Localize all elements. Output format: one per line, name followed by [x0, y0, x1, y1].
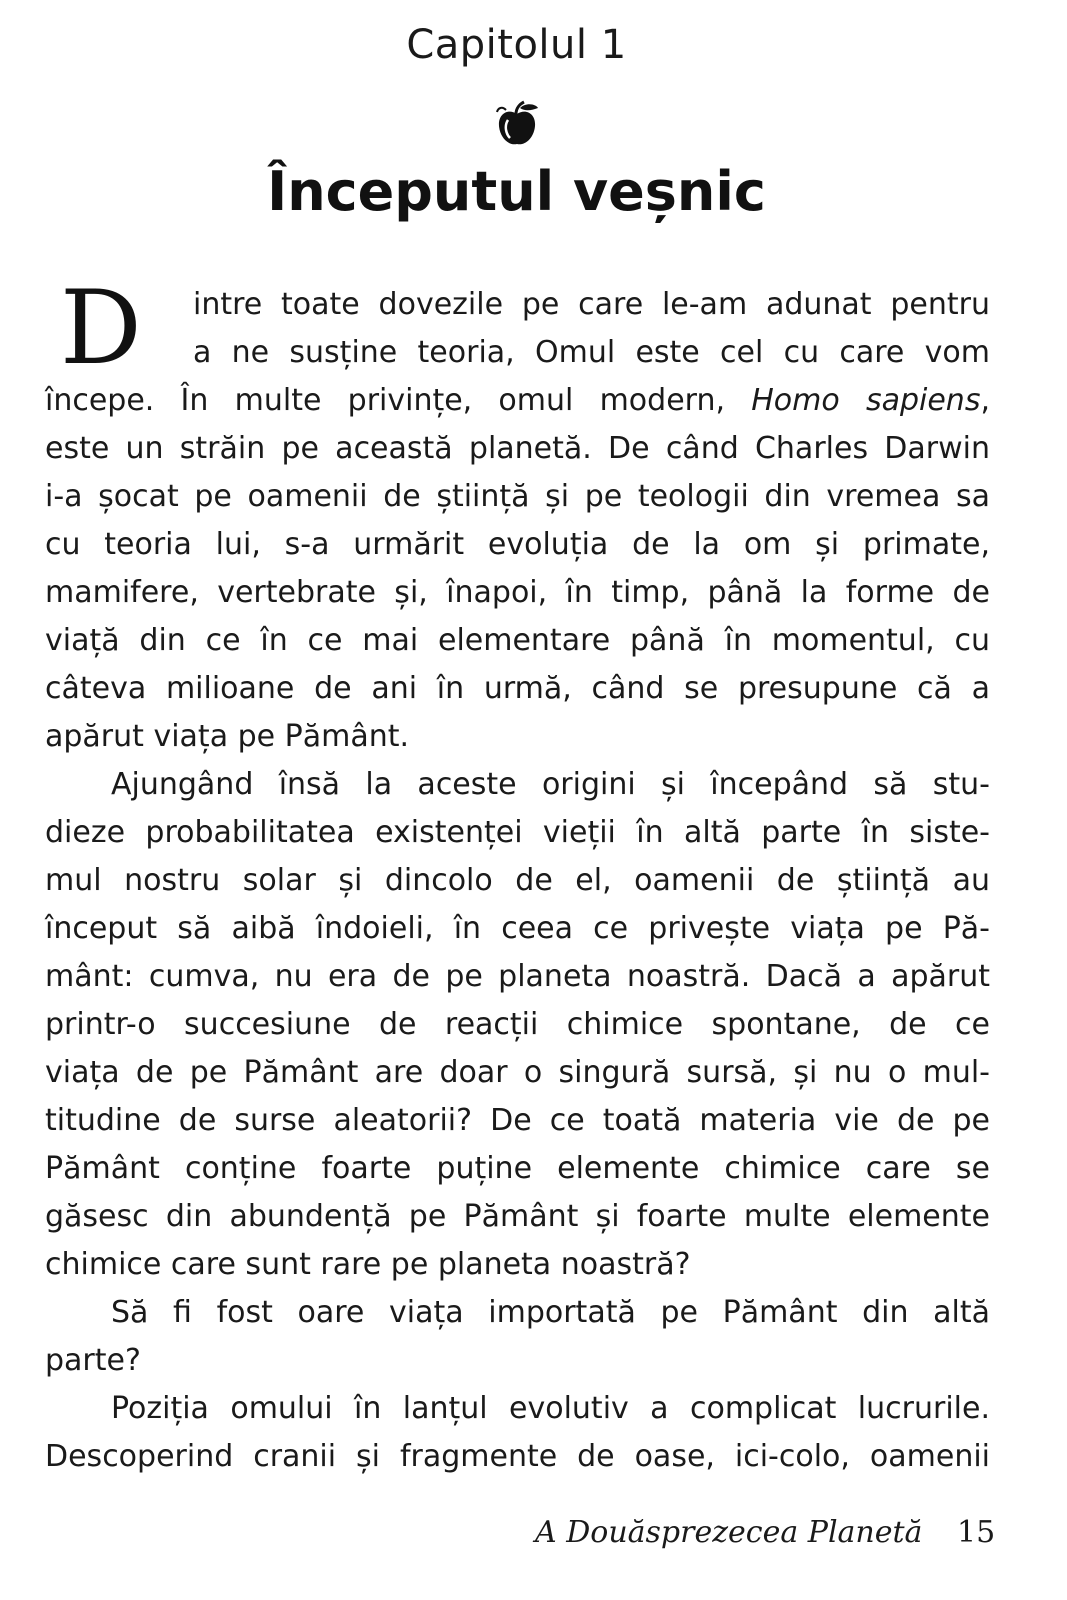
chapter-title: Începutul veșnic: [267, 160, 766, 223]
text-line: este un străin pe această planetă. De când Charles Darwin: [45, 431, 990, 466]
text-line: parte?: [45, 1343, 141, 1378]
text-line: găsesc din abundență pe Pământ și foarte multe elemente: [45, 1199, 990, 1234]
chapter-label: Capitolul 1: [406, 22, 627, 68]
text-line: cu teoria lui, s-a urmărit evoluția de la om și primate,: [45, 527, 990, 562]
text-line: i-a șocat pe oamenii de știință și pe teologii din vremea sa: [45, 479, 990, 514]
text-line: Poziția omului în lanțul evolutiv a complicat lucrurile.: [111, 1391, 990, 1426]
text-line: Pământ conține foarte puține elemente chimice care se: [45, 1151, 990, 1186]
text-line: intre toate dovezile pe care le-am adunat pentru: [193, 287, 990, 322]
text-line: Să fi fost oare viața importată pe Pământ din altă: [111, 1295, 990, 1330]
italic-term: Homo sapiens: [751, 383, 981, 418]
drop-cap: D: [60, 269, 142, 388]
text-line: început să aibă îndoieli, în ceea ce privește viața pe Pă-: [45, 911, 990, 946]
page-number: 15: [957, 1515, 996, 1550]
text-line: printr-o succesiune de reacții chimice spontane, de ce: [45, 1007, 990, 1042]
text-line: Descoperind cranii și fragmente de oase, ici-colo, oamenii: [45, 1439, 990, 1474]
text-line: a ne susține teoria, Omul este cel cu care vom: [193, 335, 990, 370]
text-line: mul nostru solar și dincolo de el, oamenii de știință au: [45, 863, 990, 898]
apple-fleuron-icon: [494, 100, 540, 150]
text-line: viață din ce în ce mai elementare până în momentul, cu: [45, 623, 990, 658]
text-line: chimice care sunt rare pe planeta noastră?: [45, 1247, 691, 1282]
text-line: Ajungând însă la aceste origini și începând să stu-: [111, 767, 990, 802]
text-line: viața de pe Pământ are doar o singură sursă, și nu o mul-: [45, 1055, 990, 1090]
running-footer-title: A Douăsprezecea Planetă: [535, 1515, 923, 1550]
chapter-body: [45, 269, 990, 1481]
text-line: titudine de surse aleatorii? De ce toată materia vie de pe: [45, 1103, 990, 1138]
text-line: dieze probabilitatea existenței vieții în altă parte în siste-: [45, 815, 990, 850]
text-line: începe. În multe privințe, omul modern, Homo sapiens,: [45, 383, 990, 418]
text-line: apărut viața pe Pământ.: [45, 719, 410, 754]
text-line: câteva milioane de ani în urmă, când se presupune că a: [45, 671, 990, 706]
text-line: mamifere, vertebrate și, înapoi, în timp, până la forme de: [45, 575, 990, 610]
text-line: mânt: cumva, nu era de pe planeta noastră. Dacă a apărut: [45, 959, 990, 994]
